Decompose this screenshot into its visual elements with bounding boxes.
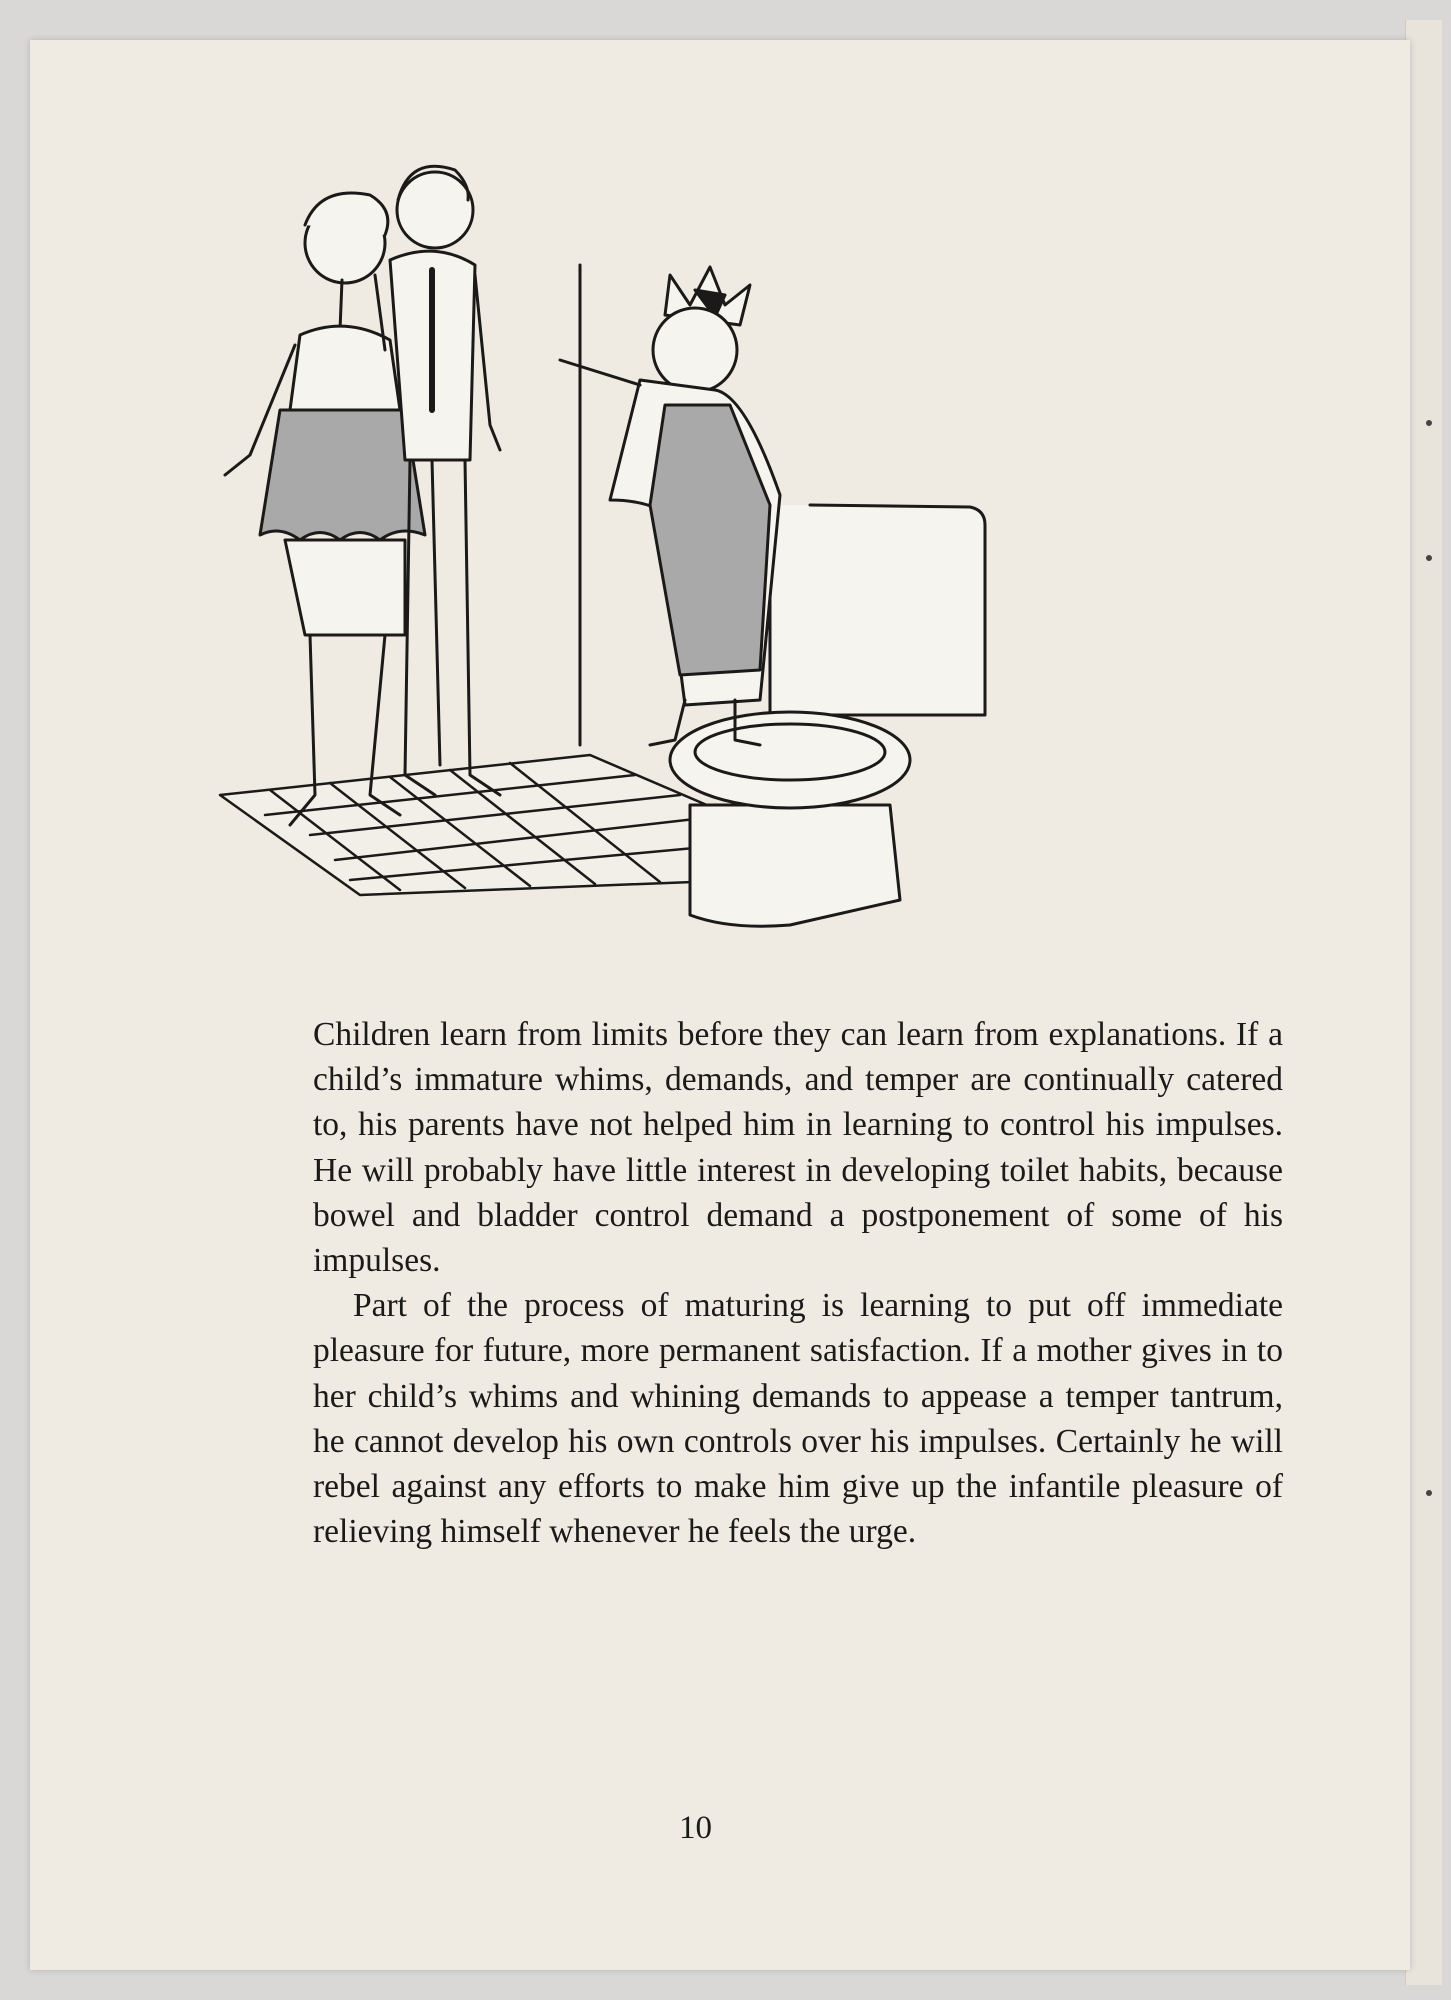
body-text <box>313 1012 1283 1554</box>
staple <box>1426 555 1432 561</box>
toilet-seat <box>670 712 910 808</box>
paragraph-2: Part of the process of maturing is learning to put off immediate pleasure for future, more permanent satisfaction. If a mother gives in to her child’s whims and whining demands to appease a temper tantrum, he cannot develop his own controls over his impulses. Certainly he will rebel against any efforts to make him give up the infantile pleasure of relieving himself whenever he feels the urge. <box>313 1287 1283 1551</box>
cartoon-illustration <box>170 155 1010 930</box>
child-king-figure <box>560 267 780 745</box>
toilet-tank <box>770 505 985 715</box>
page-number: 10 <box>679 1810 712 1846</box>
toilet-base <box>690 805 900 926</box>
staple <box>1426 1490 1432 1496</box>
staple <box>1426 420 1432 426</box>
page-edge <box>1405 20 1442 1985</box>
paragraph-1: Children learn from limits before they can learn from explanations. If a child’s immature whims, demands, and temper are continually catered to, his parents have not helped him in learning to control his impulses. He will probably have little interest in developing toilet habits, because bowel and bladder control demand a postponement of some of his impulses. <box>313 1016 1283 1280</box>
